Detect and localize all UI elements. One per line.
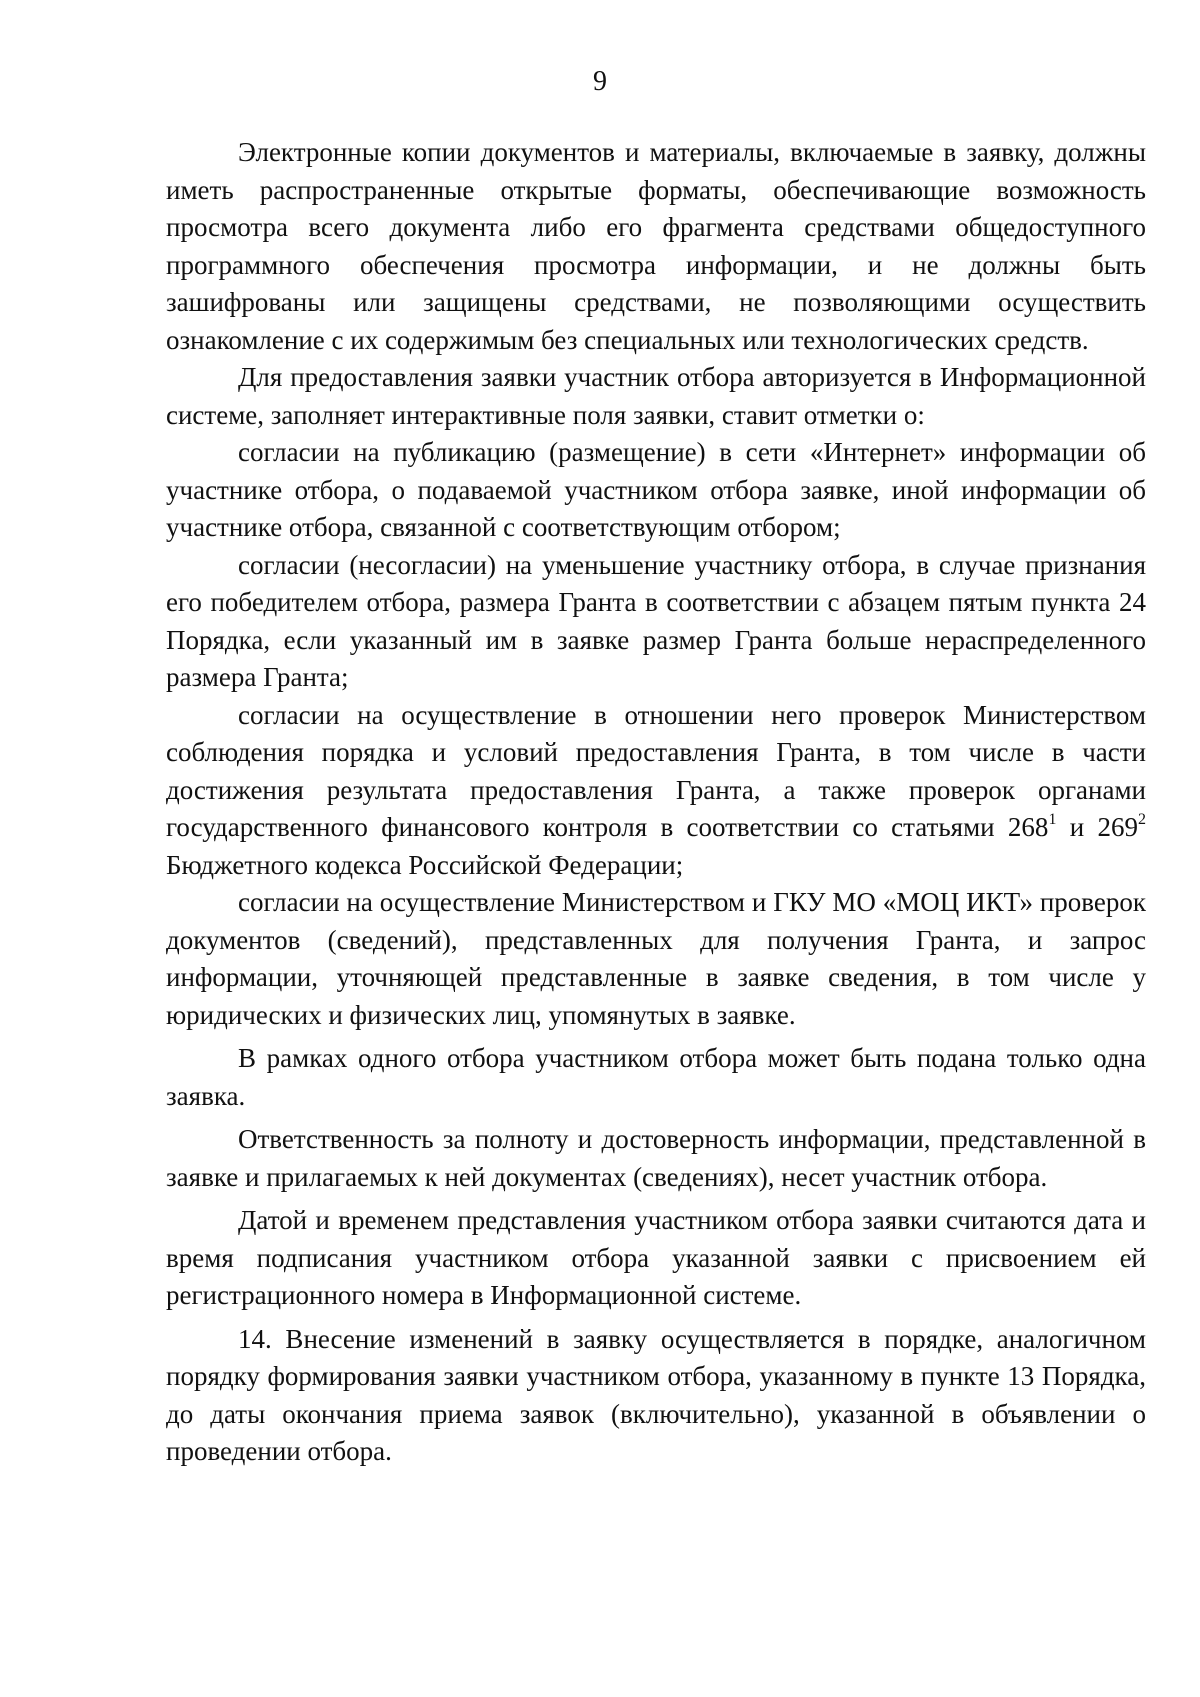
paragraph-application-submission: Для предоставления заявки участник отбора авторизуется в Информационной системе, заполняет интерактивные поля заявки, ставит отметки о: xyxy=(166,362,1146,430)
paragraph-consent-inspections xyxy=(166,697,1146,885)
consent-inspections-text-start: согласии на осуществление в отношении него проверок Министерством соблюдения порядка и условий предоставления Гранта, в том числе в части достижения результата предоставления Гранта, а также проверок органами государственного финансового контроля в соответствии со статьями 268 xyxy=(166,699,1146,842)
consent-inspections-text-end: Бюджетного кодекса Российской Федерации; xyxy=(166,849,684,880)
page-number: 9 xyxy=(593,66,607,97)
article-268-superscript: 1 xyxy=(1048,811,1057,828)
article-269-superscript: 2 xyxy=(1138,811,1147,828)
paragraph-consent-document-check: согласии на осуществление Министерством и ГКУ МО «МОЦ ИКТ» проверок документов (сведений), представленных для получения Гранта, и запрос информации, уточняющей представленные в заявке сведения, в том числе у юридических и физических лиц, упомянутых в заявке. xyxy=(166,887,1146,1030)
paragraph-consent-grant-reduction: согласии (несогласии) на уменьшение участнику отбора, в случае признания его победителем отбора, размера Гранта в соответствии с абзацем пятым пункта 24 Порядка, если указанный им в заявке размер Гранта больше нераспределенного размера Гранта; xyxy=(166,549,1146,692)
consent-inspections-text-middle: и 269 xyxy=(1056,812,1139,842)
paragraph-responsibility: Ответственность за полноту и достоверность информации, представленной в заявке и прилагаемых к ней документах (сведениях), несет участник отбора. xyxy=(166,1124,1146,1192)
paragraph-item-14-changes: 14. Внесение изменений в заявку осуществляется в порядке, аналогичном порядку формирования заявки участником отбора, указанному в пункте 13 Порядка, до даты окончания приема заявок (включительно), указанной в объявлении о проведении отбора. xyxy=(166,1323,1146,1466)
paragraph-consent-publication: согласии на публикацию (размещение) в сети «Интернет» информации об участнике отбора, о подаваемой участником отбора заявке, иной информации об участнике отбора, связанной с соответствующим отбором; xyxy=(166,437,1146,542)
document-body xyxy=(166,134,1146,1471)
paragraph-single-application: В рамках одного отбора участником отбора может быть подана только одна заявка. xyxy=(166,1043,1146,1111)
paragraph-electronic-copies: Электронные копии документов и материалы, включаемые в заявку, должны иметь распространенные открытые форматы, обеспечивающие возможность просмотра всего документа либо его фрагмента средствами общедоступного программного обеспечения просмотра информации, и не должны быть зашифрованы или защищены средствами, не позволяющими осуществить ознакомление с их содержимым без специальных или технологических средств. xyxy=(166,137,1146,355)
paragraph-submission-date: Датой и временем представления участником отбора заявки считаются дата и время подписания участником отбора указанной заявки с присвоением ей регистрационного номера в Информационной системе. xyxy=(166,1205,1146,1310)
